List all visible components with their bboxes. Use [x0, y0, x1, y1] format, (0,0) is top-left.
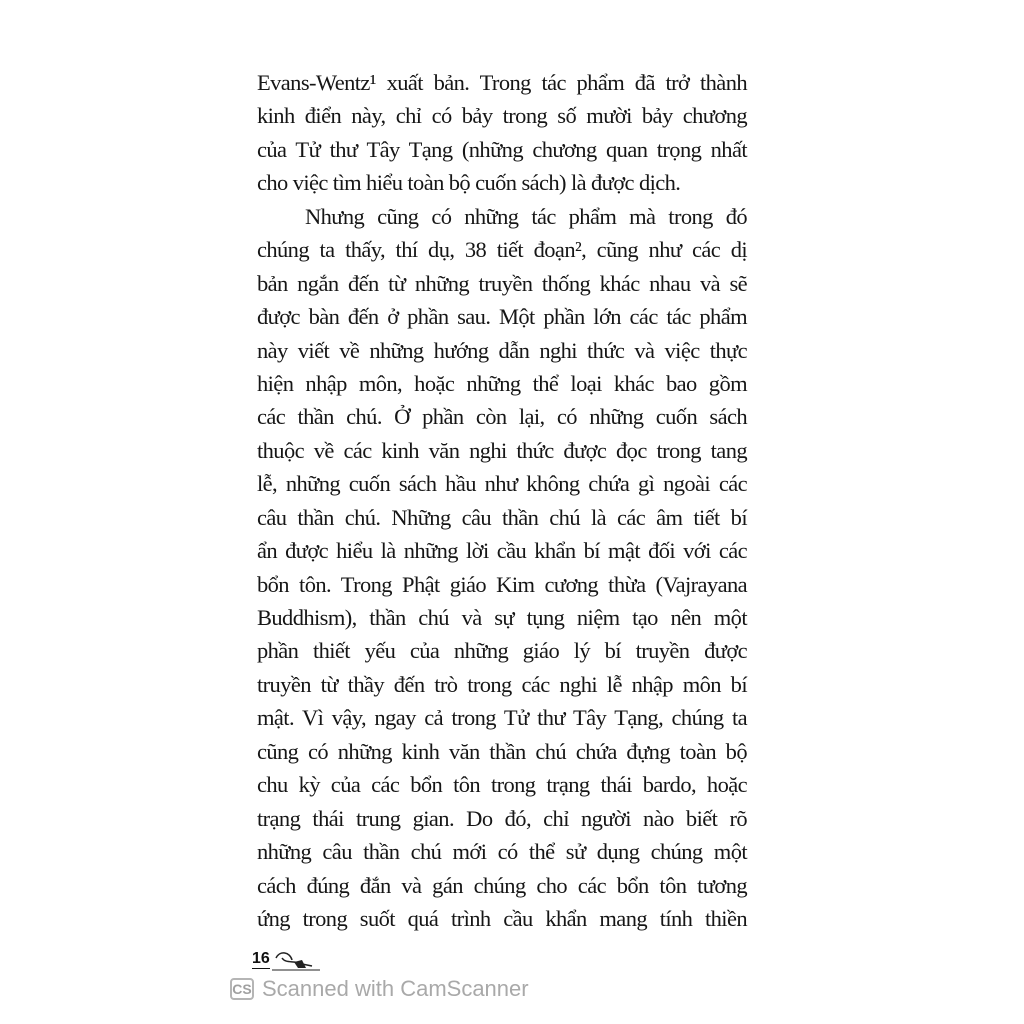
text-line: cách đúng đắn và gán chúng cho các bổn tôn tương [257, 872, 747, 898]
text-line: cũng có những kinh văn thần chú chứa đựng toàn bộ [257, 738, 747, 764]
text-line: những câu thần chú mới có thể sử dụng chúng một [257, 839, 747, 865]
paragraph-1 [257, 66, 747, 200]
text-line: Nhưng cũng có những tác phẩm mà trong đó [305, 203, 747, 229]
text-line: truyền từ thầy đến trò trong các nghi lễ nhập môn bí [257, 671, 747, 697]
text-line: thuộc về các kinh văn nghi thức được đọc trong tang [257, 437, 747, 463]
text-line: ẩn được hiểu là những lời cầu khẩn bí mật đối với các [257, 538, 747, 564]
text-line: Buddhism), thần chú và sự tụng niệm tạo nên một [257, 605, 747, 630]
text-line: này viết về những hướng dẫn nghi thức và việc thực [257, 337, 747, 363]
text-line: bản ngắn đến từ những truyền thống khác nhau và sẽ [257, 270, 747, 296]
text-line: câu thần chú. Những câu thần chú là các âm tiết bí [257, 504, 747, 530]
text-line: ứng trong suốt quá trình cầu khẩn mang tính thiền [257, 905, 747, 931]
text-line: mật. Vì vậy, ngay cả trong Tử thư Tây Tạng, chúng ta [257, 705, 747, 731]
camscanner-watermark [230, 976, 529, 1002]
paragraph-2 [257, 200, 747, 936]
text-line: các thần chú. Ở phần còn lại, có những cuốn sách [257, 404, 747, 430]
camscanner-logo-icon: CS [230, 978, 254, 1000]
text-line: kinh điển này, chỉ có bảy trong số mười bảy chương [257, 103, 747, 129]
text-line: bổn tôn. Trong Phật giáo Kim cương thừa (Vajrayana [257, 571, 747, 597]
text-line: của Tử thư Tây Tạng (những chương quan trọng nhất [257, 136, 747, 162]
text-line: chu kỳ của các bổn tôn trong trạng thái bardo, hoặc [257, 772, 747, 798]
text-line: chúng ta thấy, thí dụ, 38 tiết đoạn², cũng như các dị [257, 237, 747, 263]
text-line: được bàn đến ở phần sau. Một phần lớn các tác phẩm [257, 304, 747, 330]
text-line: trạng thái trung gian. Do đó, chỉ người nào biết rõ [257, 805, 747, 831]
book-page-text [257, 66, 747, 935]
text-line: lễ, những cuốn sách hầu như không chứa gì ngoài các [257, 471, 747, 497]
text-line: Evans-Wentz¹ xuất bản. Trong tác phẩm đã trở thành [257, 70, 747, 95]
page-number: 16 [252, 950, 270, 967]
text-line: phần thiết yếu của những giáo lý bí truyền được [257, 638, 747, 664]
ornament-icon [272, 950, 322, 972]
watermark-text: Scanned with CamScanner [262, 976, 529, 1001]
text-line: cho việc tìm hiểu toàn bộ cuốn sách) là được dịch. [257, 170, 681, 196]
text-line: hiện nhập môn, hoặc những thể loại khác bao gồm [257, 370, 747, 396]
